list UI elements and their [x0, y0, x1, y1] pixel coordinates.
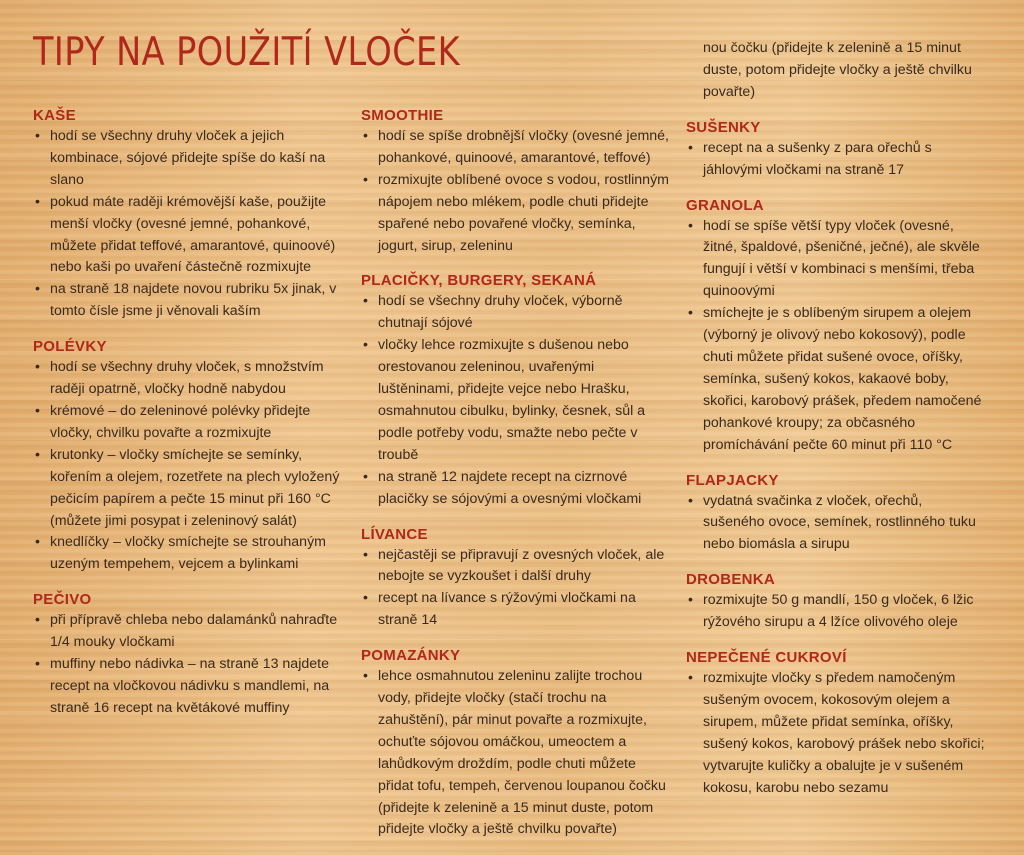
column-3: [686, 38, 986, 813]
section-flapjacky: [686, 471, 986, 557]
tip-list: [686, 668, 986, 799]
tip-list: [686, 138, 986, 182]
tip-item: • na straně 12 najdete recept na cizrnové placičky se sójovými a ovesnými vločkami: [361, 467, 671, 511]
tip-list: [361, 126, 671, 257]
section-heading: SMOOTHIE: [361, 107, 444, 124]
section-drobenka: [686, 570, 986, 634]
tip-list: [686, 590, 986, 634]
column-2: [361, 106, 671, 855]
tip-item: • krutonky – vločky smíchejte se semínky, kořením a olejem, rozetřete na plech vyložený pečicím papírem a pečte 15 minut při 160 °C (můžete jimi posypat i zeleninový salát): [33, 445, 345, 533]
section-polevky: [33, 337, 345, 576]
section-heading: PLACIČKY, BURGERY, SEKANÁ: [361, 272, 597, 290]
section-heading: PEČIVO: [33, 591, 92, 609]
tip-item: • pokud máte raději krémovější kaše, použijte menší vločky (ovesné jemné, pohankové, můžete přidat teffové, amarantové, quinoové) nebo kaši po uvaření částečně rozmixujte: [33, 192, 345, 280]
section-heading: NEPEČENÉ CUKROVÍ: [686, 649, 847, 667]
tip-item: • recept na lívance s rýžovými vločkami na straně 14: [361, 588, 671, 632]
tip-list: [33, 357, 345, 576]
tip-item: • vločky lehce rozmixujte s dušenou nebo orestovanou zeleninou, uvařenými luštěninami, přidejte vejce nebo Hrašku, osmahnutou cibulku, bylinky, česnek, sůl a podle potřeby vodu, smažte nebo pečte v troubě: [361, 335, 671, 466]
section-heading: POMAZÁNKY: [361, 647, 461, 665]
tip-item: • recept na a sušenky z para ořechů s jáhlovými vločkami na straně 17: [686, 138, 986, 182]
section-heading: DROBENKA: [686, 571, 776, 589]
tip-item: • při přípravě chleba nebo dalamánků nahraďte 1/4 mouky vločkami: [33, 610, 345, 654]
continued-text: nou čočku (přidejte k zelenině a 15 minut duste, potom přidejte vločky a ještě chvilku povařte): [703, 40, 972, 100]
tip-list: [33, 126, 345, 323]
tip-item: • rozmixujte vločky s předem namočeným sušeným ovocem, kokosovým olejem a sirupem, můžete přidat semínka, oříšky, sušený kokos, karobový prášek nebo skořici; vytvarujte kuličky a obalujte je v sušeném kokosu, karobu nebo sezamu: [686, 668, 986, 799]
tip-item: • muffiny nebo nádivka – na straně 13 najdete recept na vločkovou nádivku s mandlemi, na straně 16 recept na květákové muffiny: [33, 654, 345, 720]
tip-list: [361, 545, 671, 633]
tip-item: • knedlíčky – vločky smíchejte se strouhaným uzeným tempehem, vejcem a bylinkami: [33, 532, 345, 576]
section-smoothie: [361, 106, 671, 257]
section-livance: [361, 525, 671, 633]
tip-item: • hodí se všechny druhy vloček a jejich kombinace, sójové přidejte spíše do kaší na slano: [33, 126, 345, 192]
section-susenky: [686, 118, 986, 182]
section-kase: [33, 106, 345, 323]
page-title: TIPY NA POUŽITÍ VLOČEK: [33, 30, 461, 75]
section-placicky: [361, 271, 671, 510]
section-heading: SUŠENKY: [686, 118, 761, 136]
tip-item: • krémové – do zeleninové polévky přidejte vločky, chvilku povařte a rozmixujte: [33, 401, 345, 445]
tip-list: [361, 291, 671, 510]
section-heading: GRANOLA: [686, 196, 764, 214]
section-heading: LÍVANCE: [361, 525, 428, 543]
section-pomazanky: [361, 646, 671, 841]
section-heading: FLAPJACKY: [686, 471, 779, 489]
tip-item: • lehce osmahnutou zeleninu zalijte trochou vody, přidejte vločky (stačí trochu na zahuštění), pár minut povařte a rozmixujte, ochuťte sójovou omáčkou, umeoctem a lahůdkovým droždím, podle chuti můžete přidat tofu, tempeh, červenou loupanou čočku (přidejte k zelenině a 15 minut duste, potom přidejte vločky a ještě chvilku povařte): [361, 666, 671, 841]
tip-item: • hodí se všechny druhy vloček, výborně chutnají sójové: [361, 291, 671, 335]
tip-item: • rozmixujte 50 g mandlí, 150 g vloček, 6 lžic rýžového sirupu a 4 lžíce olivového oleje: [686, 590, 986, 634]
tip-list: [686, 216, 986, 457]
section-heading: KAŠE: [33, 107, 76, 124]
column-1: [33, 106, 345, 734]
tip-item: • smíchejte je s oblíbeným sirupem a olejem (výborný je olivový nebo kokosový), podle chuti můžete přidat sušené ovoce, oříšky, semínka, sušený kokos, kakaové boby, skořici, karobový prášek, předem namočené pohankové kroupy; za občasného promíchávání pečte 60 minut při 110 °C: [686, 303, 986, 456]
tip-item: • na straně 18 najdete novou rubriku 5x jinak, v tomto čísle jsme ji věnovali kaším: [33, 279, 345, 323]
tip-item: • rozmixujte oblíbené ovoce s vodou, rostlinným nápojem nebo mlékem, podle chuti přidejte spařené nebo povařené vločky, semínka, jogurt, sirup, zeleninu: [361, 170, 671, 258]
tip-item: • hodí se spíše větší typy vloček (ovesné, žitné, špaldové, pšeničné, ječné), ale skvěle fungují i větší v kombinaci s menšími, třeba quinoovými: [686, 216, 986, 304]
section-heading: POLÉVKY: [33, 338, 107, 356]
tip-list: [686, 491, 986, 557]
tip-item: • nejčastěji se připravují z ovesných vloček, ale nebojte se vyzkoušet i další druhy: [361, 545, 671, 589]
section-nepecene-cukrovi: [686, 648, 986, 799]
section-pecivo: [33, 590, 345, 720]
tip-list: [33, 610, 345, 720]
tip-item: • vydatná svačinka z vloček, ořechů, sušeného ovoce, semínek, rostlinného tuku nebo biomásla a sirupu: [686, 491, 986, 557]
tip-list: [361, 666, 671, 841]
tip-item: • hodí se všechny druhy vloček, s množstvím raději opatrně, vločky hodně nabydou: [33, 357, 345, 401]
tip-item: • hodí se spíše drobnější vločky (ovesné jemné, pohankové, quinoové, amarantové, teffové): [361, 126, 671, 170]
section-granola: [686, 196, 986, 457]
